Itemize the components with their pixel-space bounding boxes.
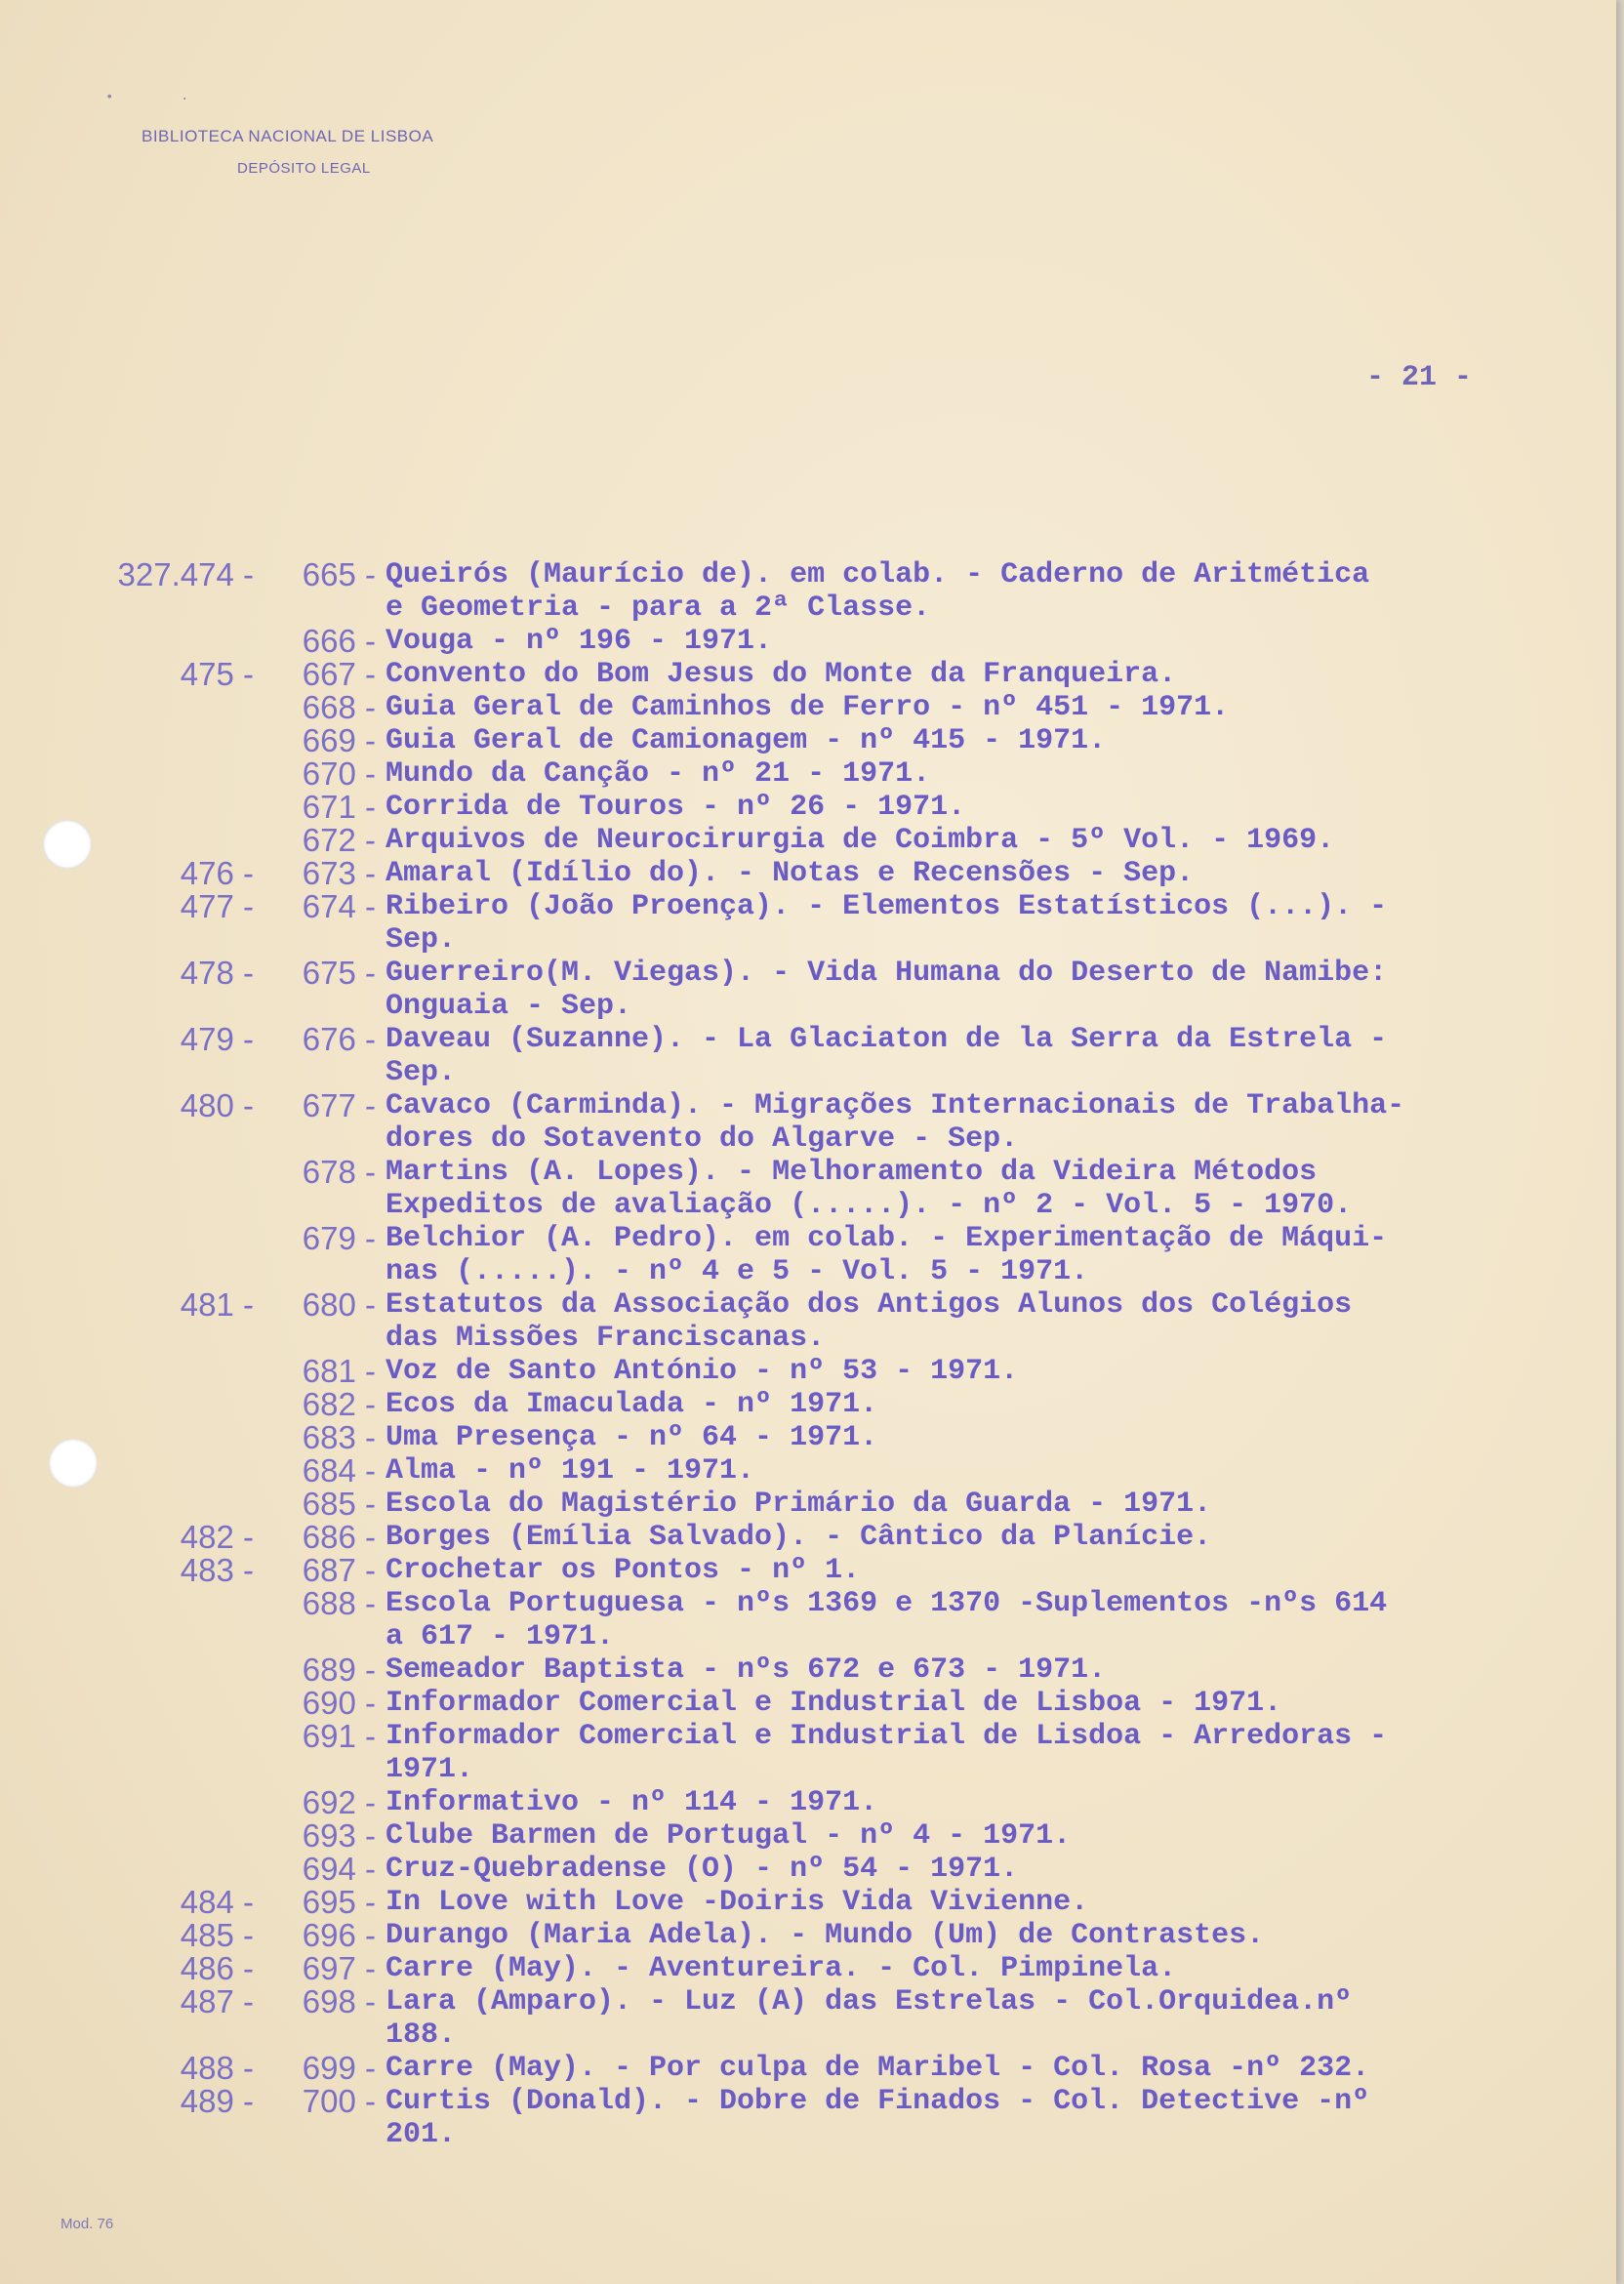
entry-number: 670 -: [302, 755, 376, 792]
reference-number: 485 -: [180, 1917, 254, 1953]
entry-line: Convento do Bom Jesus do Monte da Franqueira.: [386, 658, 1177, 691]
entry-line: Arquivos de Neurocirurgia de Coimbra - 5º Vol. - 1969.: [386, 824, 1335, 857]
entry-text: [386, 1288, 1522, 1355]
list-item: [78, 1687, 1522, 1720]
reference-number: [78, 1587, 254, 1653]
entry-number: 684 -: [302, 1452, 376, 1489]
entry-line: Guerreiro(M. Viegas). - Vida Humana do Deserto de Namibe:: [386, 957, 1388, 990]
entry-line: Durango (Maria Adela). - Mundo (Um) de Contrastes.: [386, 1919, 1265, 1952]
entry-number: 669 -: [302, 722, 376, 758]
list-item: [78, 890, 1522, 957]
entry-line: Onguaia - Sep.: [386, 990, 632, 1023]
reference-number: [78, 1388, 254, 1421]
entry-text: [386, 1521, 1522, 1554]
list-item: [78, 1853, 1522, 1886]
entry-text: [386, 558, 1522, 625]
reference-number: 478 -: [180, 955, 254, 991]
entry-line: Curtis (Donald). - Dobre de Finados - Col. Detective -nº: [386, 2085, 1370, 2118]
reference-number: [78, 1819, 254, 1853]
entry-line: nas (.....). - nº 4 e 5 - Vol. 5 - 1971.: [386, 1255, 1089, 1288]
entry-line: Voz de Santo António - nº 53 - 1971.: [386, 1355, 1019, 1388]
entry-text: [386, 1952, 1522, 1985]
list-item: [78, 1587, 1522, 1653]
entry-number: 688 -: [302, 1585, 376, 1621]
list-item: [78, 1355, 1522, 1388]
reference-number: [78, 1720, 254, 1786]
entry-number: 698 -: [302, 1983, 376, 2019]
entry-line: Carre (May). - Aventureira. - Col. Pimpinela.: [386, 1952, 1177, 1985]
entry-text: [386, 724, 1522, 757]
entry-text: [386, 2052, 1522, 2085]
entry-line: Belchior (A. Pedro). em colab. - Experimentação de Máqui-: [386, 1222, 1388, 1255]
entry-number: 687 -: [302, 1552, 376, 1588]
list-item: [78, 1720, 1522, 1786]
entry-line: Carre (May). - Por culpa de Maribel - Col. Rosa -nº 232.: [386, 2052, 1370, 2085]
list-item: [78, 1222, 1522, 1288]
reference-number: [78, 757, 254, 791]
entry-number: 677 -: [302, 1087, 376, 1123]
entry-text: [386, 1089, 1522, 1156]
entry-text: [386, 1819, 1522, 1853]
entry-line: Informador Comercial e Industrial de Lisboa - 1971.: [386, 1687, 1282, 1720]
entry-number: 671 -: [302, 789, 376, 825]
list-item: [78, 1985, 1522, 2052]
entry-line: Informador Comercial e Industrial de Lisdoa - Arredoras -: [386, 1720, 1388, 1753]
entry-line: dores do Sotavento do Algarve - Sep.: [386, 1122, 1019, 1156]
list-item: [78, 1023, 1522, 1089]
list-item: [78, 1554, 1522, 1587]
reference-number: [78, 1687, 254, 1720]
stray-mark: •: [105, 90, 114, 105]
entry-line: 1971.: [386, 1753, 474, 1786]
list-item: [78, 691, 1522, 724]
entry-text: [386, 1985, 1522, 2052]
list-item: [78, 791, 1522, 824]
entry-number: 679 -: [302, 1220, 376, 1256]
entry-text: [386, 1587, 1522, 1653]
list-item: [78, 1454, 1522, 1488]
entry-number: 681 -: [302, 1353, 376, 1389]
entry-number: 700 -: [302, 2083, 376, 2119]
stray-mark: ·: [181, 92, 189, 107]
entry-line: Borges (Emília Salvado). - Cântico da Planície.: [386, 1521, 1212, 1554]
list-item: [78, 1421, 1522, 1454]
entry-line: Cavaco (Carminda). - Migrações Internacionais de Trabalha-: [386, 1089, 1405, 1122]
entry-line: Expeditos de avaliação (.....). - nº 2 - Vol. 5 - 1970.: [386, 1189, 1353, 1222]
entry-number: 672 -: [302, 822, 376, 858]
entry-line: Cruz-Quebradense (O) - nº 54 - 1971.: [386, 1853, 1019, 1886]
reference-number: [78, 791, 254, 824]
list-item: [78, 724, 1522, 757]
entry-line: a 617 - 1971.: [386, 1620, 615, 1653]
entry-text: [386, 824, 1522, 857]
entry-line: Uma Presença - nº 64 - 1971.: [386, 1421, 878, 1454]
entry-text: [386, 1919, 1522, 1952]
entry-line: Martins (A. Lopes). - Melhoramento da Videira Métodos: [386, 1156, 1318, 1189]
list-item: [78, 625, 1522, 658]
reference-number: 476 -: [180, 855, 254, 891]
list-item: [78, 1521, 1522, 1554]
entry-text: [386, 1886, 1522, 1919]
entry-number: 695 -: [302, 1884, 376, 1920]
entry-text: [386, 857, 1522, 890]
entry-text: [386, 1156, 1522, 1222]
entry-text: [386, 658, 1522, 691]
entry-line: Ecos da Imaculada - nº 1971.: [386, 1388, 878, 1421]
entry-number: 665 -: [302, 556, 376, 592]
letterhead-department: DEPÓSITO LEGAL: [237, 160, 371, 177]
list-item: [78, 658, 1522, 691]
list-item: [78, 2052, 1522, 2085]
entry-line: Ribeiro (João Proença). - Elementos Estatísticos (...). -: [386, 890, 1388, 923]
entry-line: e Geometria - para a 2ª Classe.: [386, 591, 931, 625]
reference-number: [78, 724, 254, 757]
reference-number: 477 -: [180, 888, 254, 924]
list-item: [78, 957, 1522, 1023]
list-item: [78, 558, 1522, 625]
reference-number: 484 -: [180, 1884, 254, 1920]
entry-number: 697 -: [302, 1950, 376, 1986]
entry-line: Alma - nº 191 - 1971.: [386, 1454, 755, 1488]
list-item: [78, 1653, 1522, 1687]
letterhead: [142, 127, 433, 177]
entry-text: [386, 691, 1522, 724]
entry-line: Informativo - nº 114 - 1971.: [386, 1786, 878, 1819]
list-item: [78, 1819, 1522, 1853]
entry-number: 678 -: [302, 1154, 376, 1190]
reference-number: 480 -: [180, 1087, 254, 1123]
reference-number: [78, 1653, 254, 1687]
entry-number: 666 -: [302, 623, 376, 659]
list-item: [78, 1156, 1522, 1222]
entry-text: [386, 890, 1522, 957]
entry-text: [386, 1421, 1522, 1454]
reference-number: 486 -: [180, 1950, 254, 1986]
form-code: Mod. 76: [61, 2216, 114, 2232]
reference-number: [78, 1488, 254, 1521]
reference-number: [78, 1156, 254, 1222]
entry-text: [386, 1023, 1522, 1089]
reference-number: 487 -: [180, 1983, 254, 2019]
entry-line: Lara (Amparo). - Luz (A) das Estrelas - Col.Orquidea.nº: [386, 1985, 1353, 2019]
letterhead-institution: BIBLIOTECA NACIONAL DE LISBOA: [142, 127, 434, 145]
entry-line: Sep.: [386, 923, 457, 957]
reference-number: 489 -: [180, 2083, 254, 2119]
entry-number: 691 -: [302, 1718, 376, 1754]
entry-line: Guia Geral de Camionagem - nº 415 - 1971.: [386, 724, 1107, 757]
list-item: [78, 757, 1522, 791]
list-item: [78, 857, 1522, 890]
list-item: [78, 824, 1522, 857]
reference-number: 488 -: [180, 2050, 254, 2086]
entry-text: [386, 1687, 1522, 1720]
entry-line: Guia Geral de Caminhos de Ferro - nº 451 - 1971.: [386, 691, 1230, 724]
reference-number: [78, 625, 254, 658]
list-item: [78, 2085, 1522, 2151]
entry-number: 689 -: [302, 1652, 376, 1688]
entry-line: Semeador Baptista - nºs 672 e 673 - 1971.: [386, 1653, 1107, 1687]
entry-number: 680 -: [302, 1286, 376, 1323]
entry-number: 667 -: [302, 656, 376, 692]
entry-number: 699 -: [302, 2050, 376, 2086]
entry-text: [386, 1853, 1522, 1886]
entry-line: Queirós (Maurício de). em colab. - Caderno de Aritmética: [386, 558, 1370, 591]
reference-number: 479 -: [180, 1021, 254, 1057]
list-item: [78, 1089, 1522, 1156]
entry-number: 675 -: [302, 955, 376, 991]
reference-number: 481 -: [180, 1286, 254, 1323]
entry-line: Amaral (Idílio do). - Notas e Recensões - Sep.: [386, 857, 1195, 890]
reference-number: [78, 1222, 254, 1288]
reference-number: [78, 691, 254, 724]
entry-number: 696 -: [302, 1917, 376, 1953]
entry-text: [386, 957, 1522, 1023]
entry-text: [386, 625, 1522, 658]
page-number: - 21 -: [1366, 361, 1473, 394]
list-item: [78, 1952, 1522, 1985]
entry-line: 201.: [386, 2118, 457, 2151]
entry-number: 694 -: [302, 1851, 376, 1887]
entry-line: In Love with Love -Doiris Vida Vivienne.: [386, 1886, 1089, 1919]
entry-number: 682 -: [302, 1386, 376, 1422]
entry-text: [386, 1786, 1522, 1819]
list-item: [78, 1786, 1522, 1819]
reference-number: 482 -: [180, 1519, 254, 1555]
reference-number: [78, 1421, 254, 1454]
deposit-list: [78, 558, 1522, 2151]
entry-number: 683 -: [302, 1419, 376, 1455]
entry-number: 690 -: [302, 1685, 376, 1721]
entry-number: 668 -: [302, 689, 376, 725]
entry-line: das Missões Franciscanas.: [386, 1322, 826, 1355]
entry-number: 693 -: [302, 1817, 376, 1854]
list-item: [78, 1288, 1522, 1355]
entry-text: [386, 1222, 1522, 1288]
entry-line: Estatutos da Associação dos Antigos Alunos dos Colégios: [386, 1288, 1353, 1322]
entry-line: Clube Barmen de Portugal - nº 4 - 1971.: [386, 1819, 1072, 1853]
reference-number: [78, 1786, 254, 1819]
reference-number: 483 -: [180, 1552, 254, 1588]
entry-line: Escola do Magistério Primário da Guarda - 1971.: [386, 1488, 1212, 1521]
entry-line: Mundo da Canção - nº 21 - 1971.: [386, 757, 931, 791]
entry-text: [386, 1488, 1522, 1521]
reference-number: [78, 1355, 254, 1388]
list-item: [78, 1886, 1522, 1919]
list-item: [78, 1919, 1522, 1952]
entry-text: [386, 791, 1522, 824]
entry-number: 692 -: [302, 1784, 376, 1820]
entry-text: [386, 2085, 1522, 2151]
entry-text: [386, 1720, 1522, 1786]
entry-number: 686 -: [302, 1519, 376, 1555]
entry-line: Vouga - nº 196 - 1971.: [386, 625, 773, 658]
entry-line: Corrida de Touros - nº 26 - 1971.: [386, 791, 966, 824]
entry-number: 674 -: [302, 888, 376, 924]
entry-text: [386, 1388, 1522, 1421]
reference-number: [78, 1853, 254, 1886]
entry-text: [386, 757, 1522, 791]
list-item: [78, 1388, 1522, 1421]
reference-number: [78, 824, 254, 857]
entry-line: Escola Portuguesa - nºs 1369 e 1370 -Suplementos -nºs 614: [386, 1587, 1388, 1620]
entry-text: [386, 1454, 1522, 1488]
entry-number: 676 -: [302, 1021, 376, 1057]
entry-text: [386, 1355, 1522, 1388]
reference-number: 475 -: [180, 656, 254, 692]
entry-line: Daveau (Suzanne). - La Glaciaton de la Serra da Estrela -: [386, 1023, 1388, 1056]
entry-number: 685 -: [302, 1486, 376, 1522]
entry-line: Crochetar os Pontos - nº 1.: [386, 1554, 861, 1587]
entry-line: 188.: [386, 2019, 457, 2052]
entry-number: 673 -: [302, 855, 376, 891]
entry-text: [386, 1653, 1522, 1687]
entry-line: Sep.: [386, 1056, 457, 1089]
list-item: [78, 1488, 1522, 1521]
reference-number: 327.474 -: [117, 556, 254, 592]
entry-text: [386, 1554, 1522, 1587]
reference-number: [78, 1454, 254, 1488]
